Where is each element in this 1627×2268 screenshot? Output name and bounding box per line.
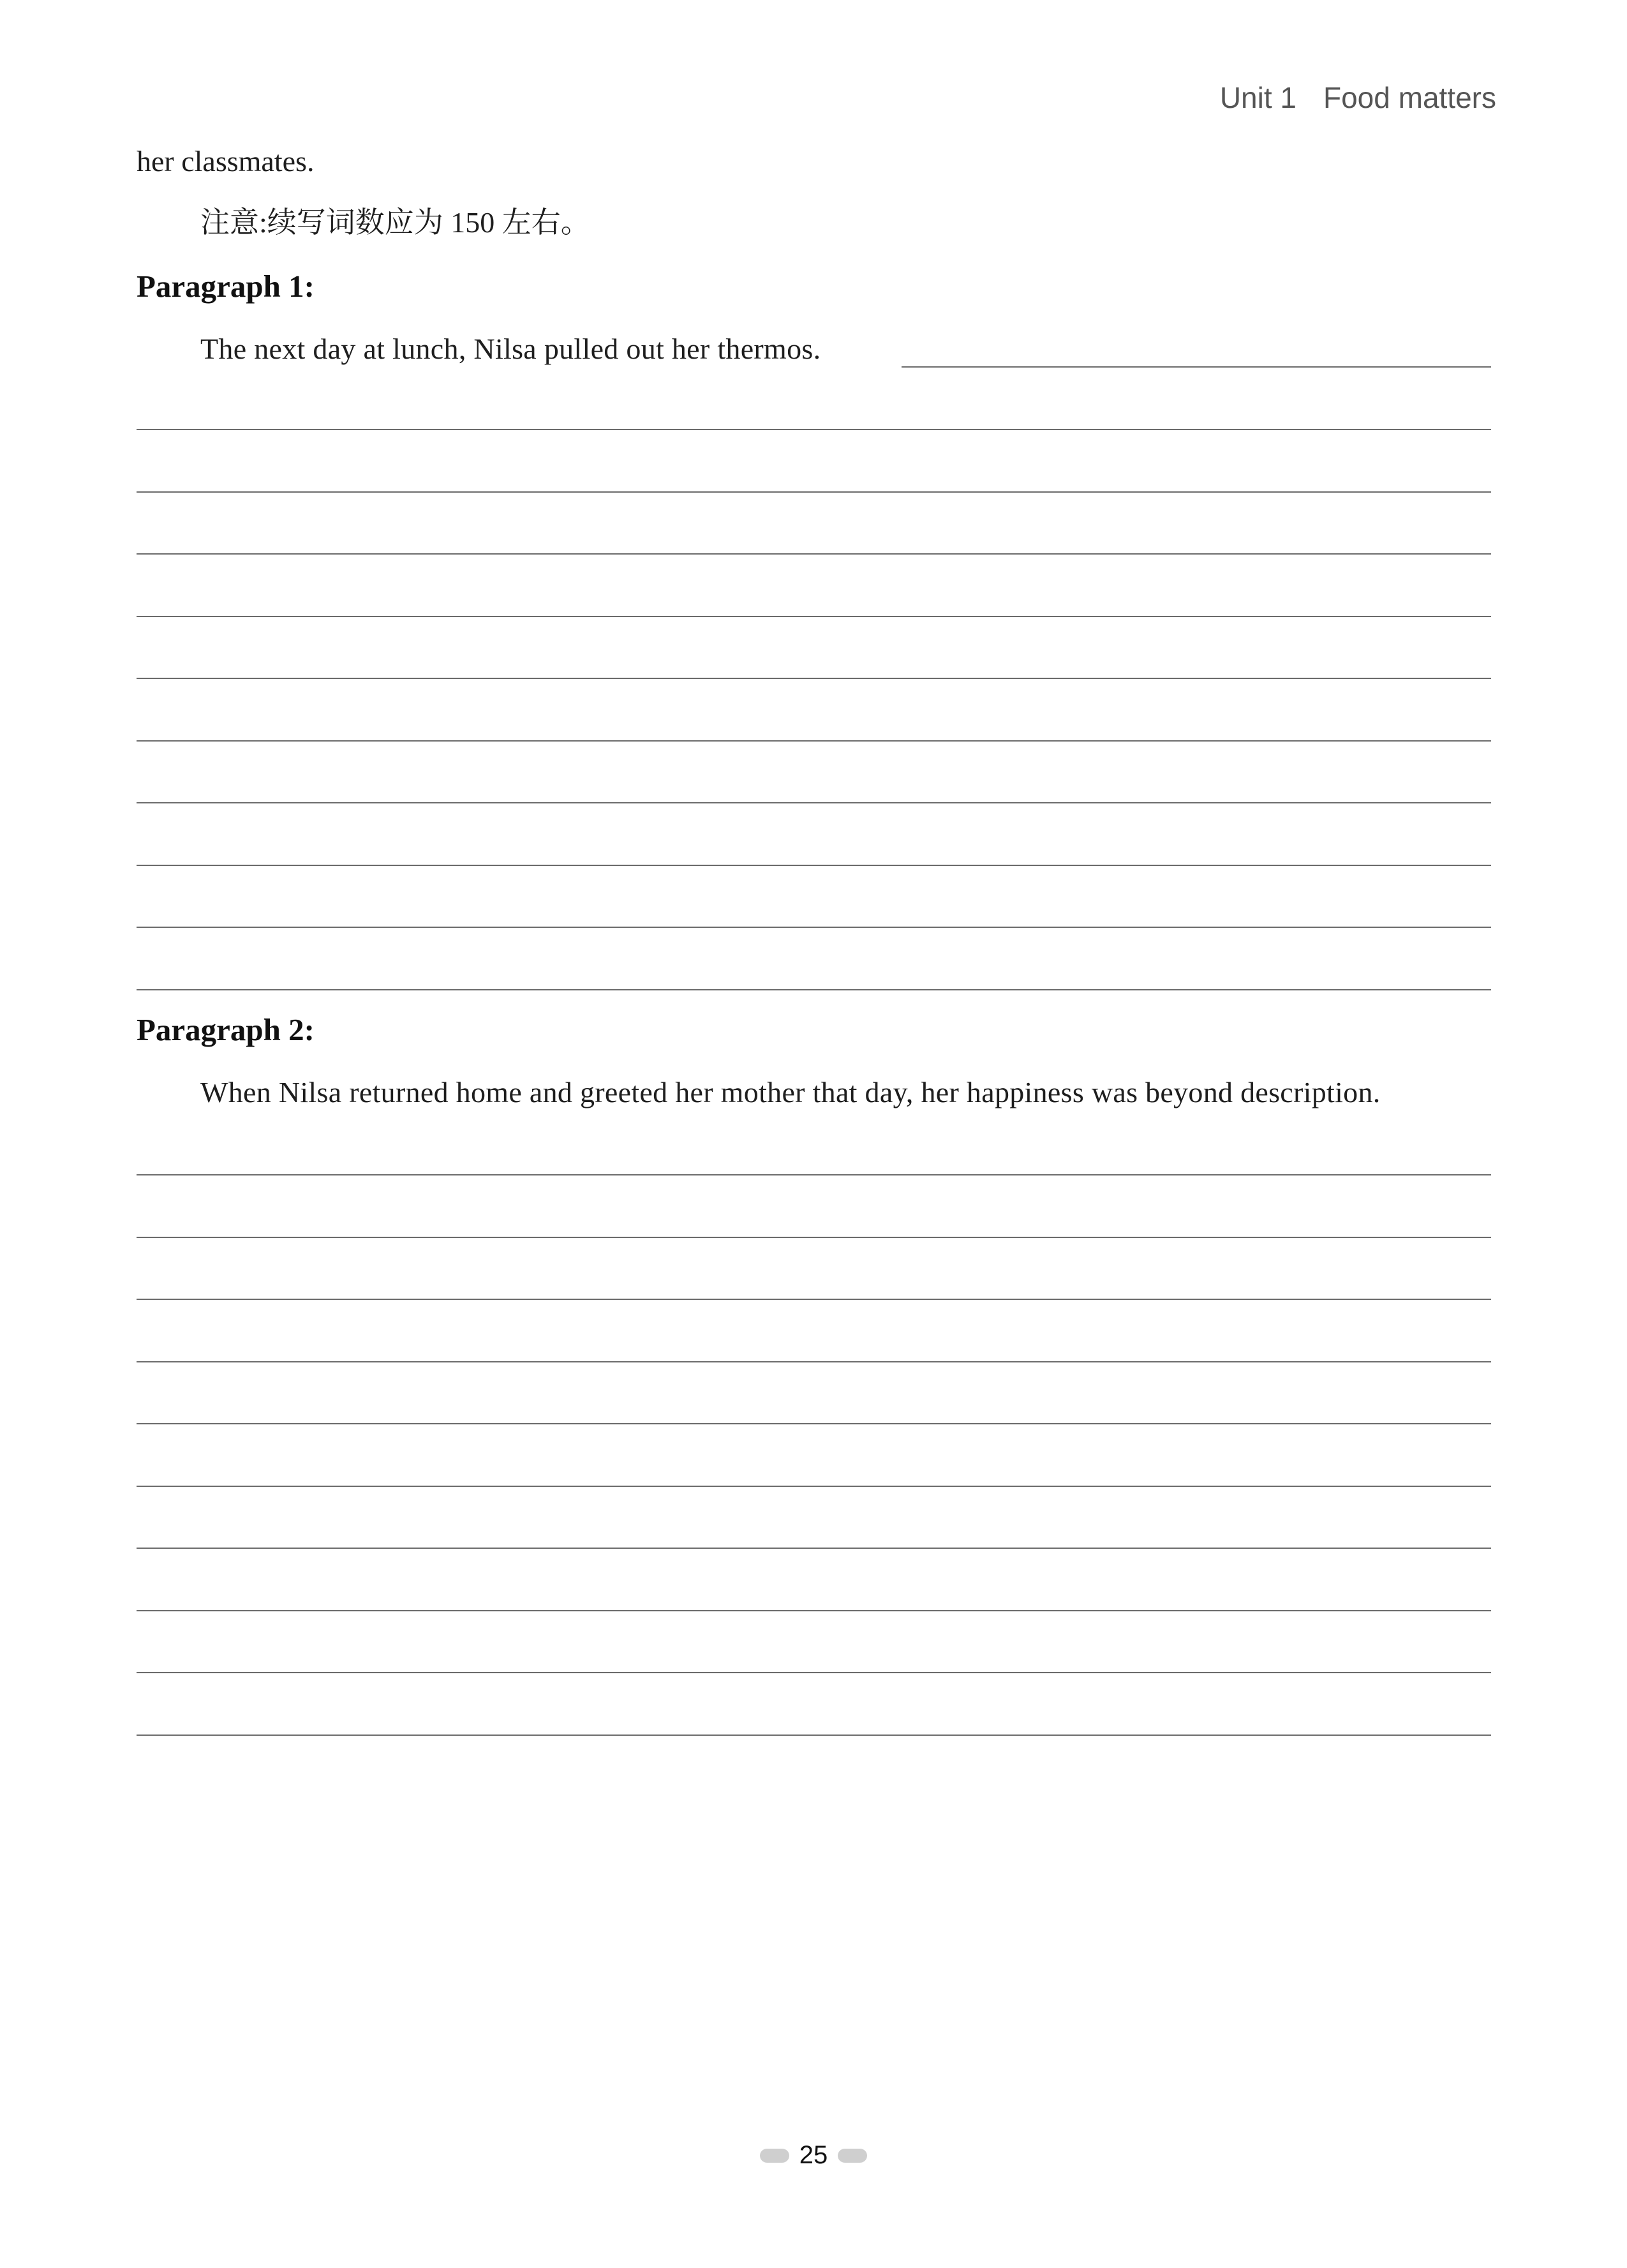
paragraph-1-heading: Paragraph 1:: [137, 269, 315, 304]
writing-line[interactable]: [137, 1361, 1491, 1362]
writing-line[interactable]: [137, 1610, 1491, 1611]
writing-line[interactable]: [137, 1735, 1491, 1736]
running-head: [1220, 80, 1496, 115]
writing-line[interactable]: [137, 927, 1491, 928]
writing-line[interactable]: [137, 678, 1491, 679]
paragraph-2-heading: Paragraph 2:: [137, 1012, 315, 1047]
writing-line[interactable]: [137, 1672, 1491, 1673]
unit-title: Food matters: [1323, 81, 1496, 114]
paragraph-1-writing-line[interactable]: [902, 366, 1491, 368]
writing-line[interactable]: [137, 1237, 1491, 1238]
writing-line[interactable]: [137, 553, 1491, 555]
paragraph-2-opening-sentence: When Nilsa returned home and greeted her mother that day, her happiness was beyond description.: [200, 1076, 1381, 1108]
writing-line[interactable]: [137, 740, 1491, 742]
unit-label: Unit 1: [1219, 81, 1296, 114]
writing-line[interactable]: [137, 1548, 1491, 1549]
page-number-left-ornament: [760, 2149, 789, 2163]
writing-line[interactable]: [137, 616, 1491, 617]
writing-line[interactable]: [137, 429, 1491, 430]
writing-line[interactable]: [137, 1299, 1491, 1300]
writing-line[interactable]: [137, 1174, 1491, 1175]
carryover-text: her classmates.: [137, 145, 315, 177]
writing-line[interactable]: [137, 865, 1491, 866]
page-number: 25: [799, 2141, 828, 2169]
writing-line[interactable]: [137, 802, 1491, 803]
paragraph-1-opening-sentence: The next day at lunch, Nilsa pulled out her thermos.: [200, 332, 821, 365]
writing-line[interactable]: [137, 491, 1491, 493]
page-number-right-ornament: [838, 2149, 867, 2163]
writing-line[interactable]: [137, 1486, 1491, 1487]
writing-line[interactable]: [137, 989, 1491, 990]
word-count-notice: 注意:续写词数应为 150 左右。: [200, 206, 590, 239]
page-footer: [0, 2141, 1627, 2170]
writing-line[interactable]: [137, 1423, 1491, 1424]
